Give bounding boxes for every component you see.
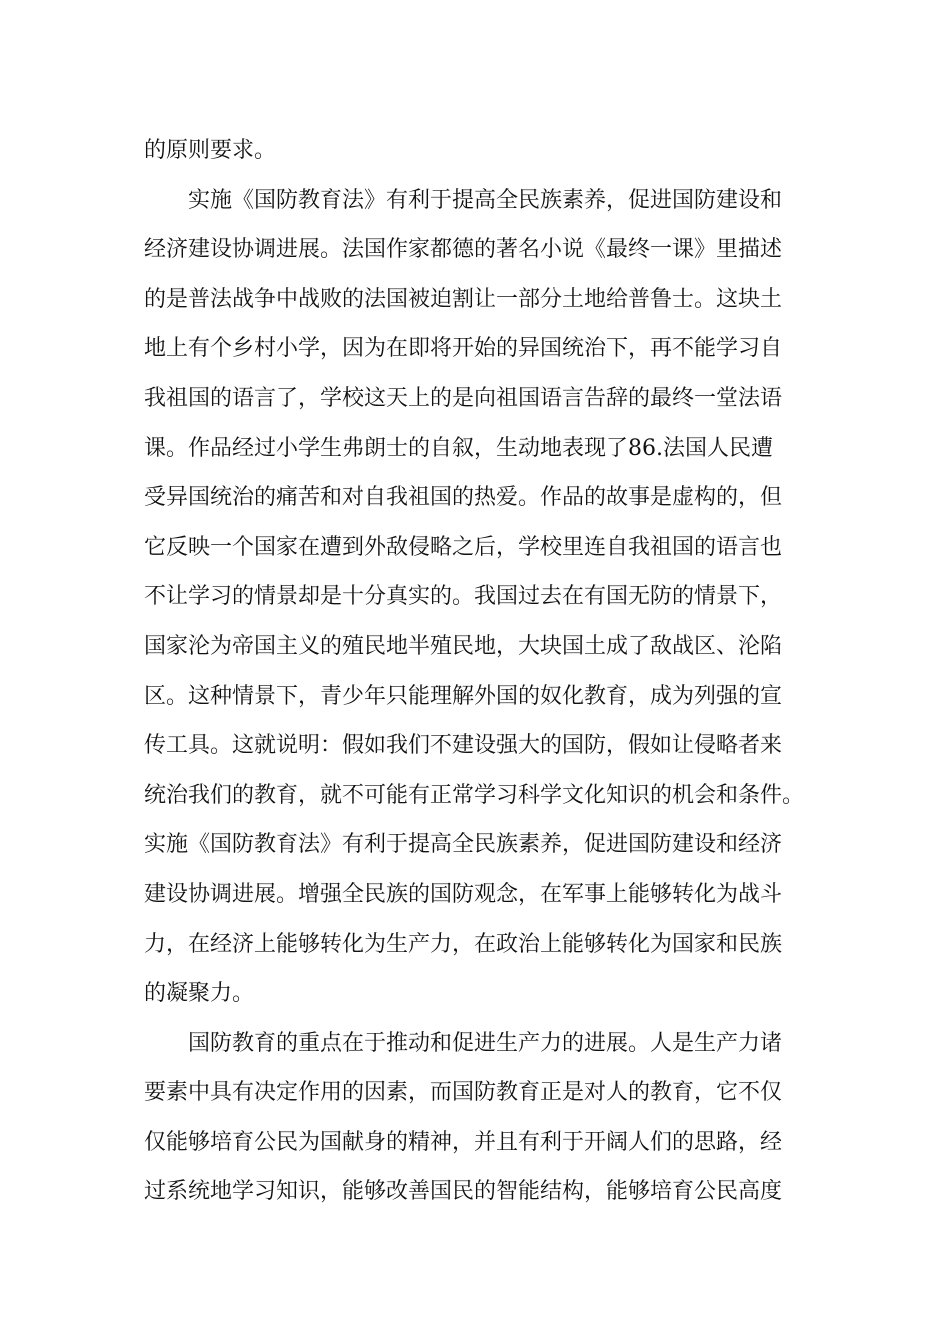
text-line: 的凝聚力。 — [144, 981, 255, 1007]
text-line: 传工具。这就说明：假如我们不建设强大的国防，假如让侵略者来 — [144, 733, 783, 759]
text-line: 经济建设协调进展。法国作家都德的著名小说《最终一课》里描述 — [144, 237, 783, 263]
text-line: 它反映一个国家在遭到外敌侵略之后，学校里连自我祖国的语言也 — [144, 534, 783, 560]
text-line: 课。作品经过小学生弗朗士的自叙，生动地表现了86.法国人民遭 — [144, 435, 773, 461]
text-line: 国家沦为帝国主义的殖民地半殖民地，大块国土成了敌战区、沦陷 — [144, 633, 783, 659]
text-line: 受异国统治的痛苦和对自我祖国的热爱。作品的故事是虚构的，但 — [144, 485, 783, 511]
text-line: 实施《国防教育法》有利于提高全民族素养，促进国防建设和经济 — [144, 832, 783, 858]
text-line: 仅能够培育公民为国献身的精神，并且有利于开阔人们的思路，经 — [144, 1129, 783, 1155]
text-line: 的原则要求。 — [144, 138, 277, 163]
text-line: 统治我们的教育，就不可能有正常学习科学文化知识的机会和条件。 — [144, 782, 805, 808]
text-line: 实施《国防教育法》有利于提高全民族素养，促进国防建设和 — [188, 187, 783, 213]
text-line: 建设协调进展。增强全民族的国防观念，在军事上能够转化为战斗 — [144, 881, 783, 907]
text-line: 区。这种情景下，青少年只能理解外国的奴化教育，成为列强的宣 — [144, 683, 783, 709]
text-line: 的是普法战争中战败的法国被迫割让一部分土地给普鲁士。这块土 — [144, 286, 783, 312]
text-line: 要素中具有决定作用的因素，而国防教育正是对人的教育，它不仅 — [144, 1080, 783, 1106]
text-line: 地上有个乡村小学，因为在即将开始的异国统治下，再不能学习自 — [144, 336, 783, 362]
body-text — [144, 126, 814, 1217]
text-line: 我祖国的语言了，学校这天上的是向祖国语言告辞的最终一堂法语 — [144, 385, 783, 411]
text-line: 不让学习的情景却是十分真实的。我国过去在有国无防的情景下， — [144, 584, 783, 610]
text-line: 国防教育的重点在于推动和促进生产力的进展。人是生产力诸 — [188, 1030, 783, 1056]
text-line: 过系统地学习知识，能够改善国民的智能结构，能够培育公民高度 — [144, 1179, 783, 1205]
text-line: 力，在经济上能够转化为生产力，在政治上能够转化为国家和民族 — [144, 931, 783, 957]
